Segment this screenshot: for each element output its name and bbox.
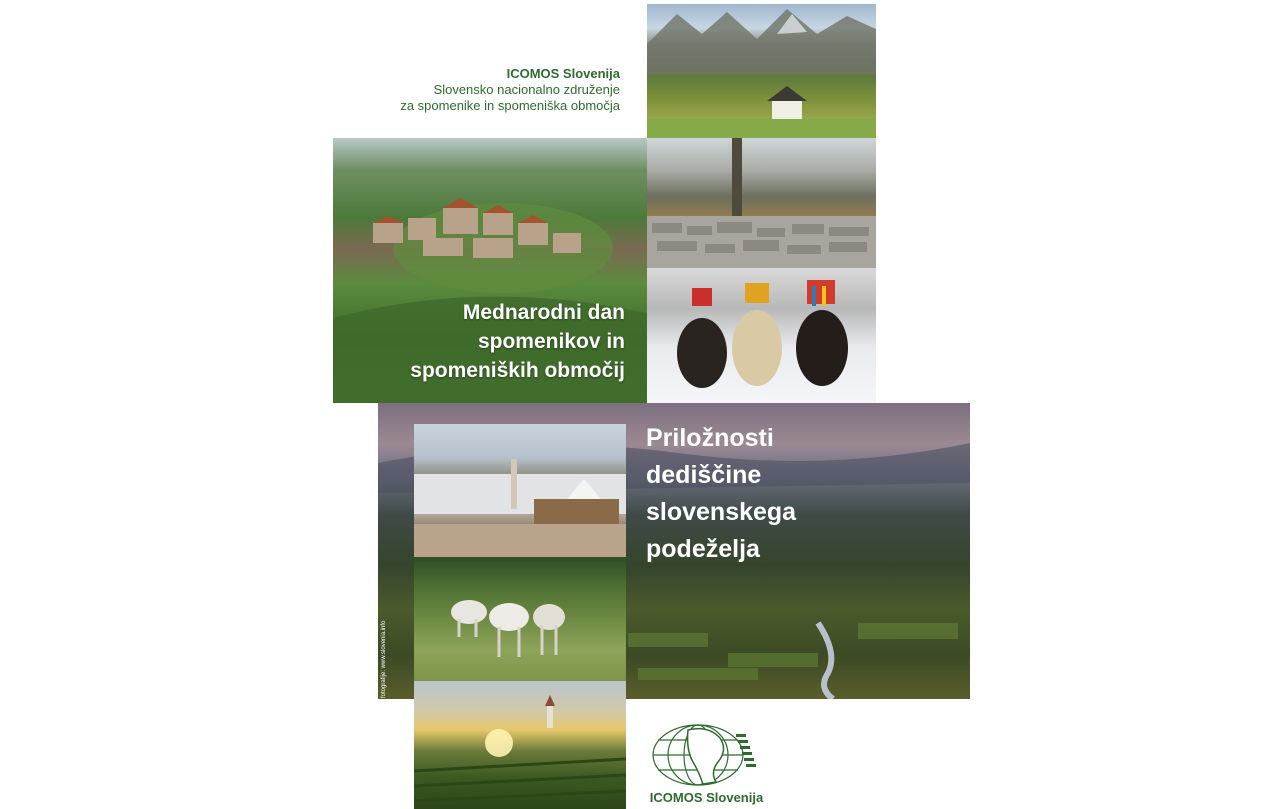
dry-stone-wall-photo xyxy=(647,138,876,268)
organization-description-line-1: Slovensko nacionalno združenje xyxy=(433,82,620,97)
organization-description-line-2: za spomenike in spomeniška območja xyxy=(400,98,620,113)
theme-title-line-2: dediščine xyxy=(646,461,762,489)
event-title xyxy=(340,298,625,385)
event-title-line-2: spomenikov in xyxy=(477,330,625,353)
icomos-globe-logo xyxy=(648,720,763,790)
event-title-line-3: spomeniških območij xyxy=(410,359,625,382)
vineyard-sunset-photo xyxy=(414,681,626,809)
photo-credit xyxy=(377,620,391,700)
theme-title-line-4: podeželja xyxy=(646,535,760,563)
theme-title-line-1: Priložnosti xyxy=(646,424,774,452)
kurenti-carnival-photo xyxy=(647,268,876,403)
photo-credit-text: fotografije: www.slovenia.info xyxy=(381,620,387,698)
mountain-valley-photo xyxy=(647,4,876,138)
event-title-line-1: Mednarodni dan xyxy=(462,301,625,324)
logo-caption: ICOMOS Slovenija xyxy=(649,790,764,805)
lipizzaner-horses-photo xyxy=(414,557,626,681)
theme-title-line-3: slovenskega xyxy=(646,498,797,526)
organization-name: ICOMOS Slovenija xyxy=(506,66,620,81)
salt-pans-photo xyxy=(414,424,626,557)
theme-title xyxy=(646,420,946,568)
organization-header xyxy=(360,66,620,114)
